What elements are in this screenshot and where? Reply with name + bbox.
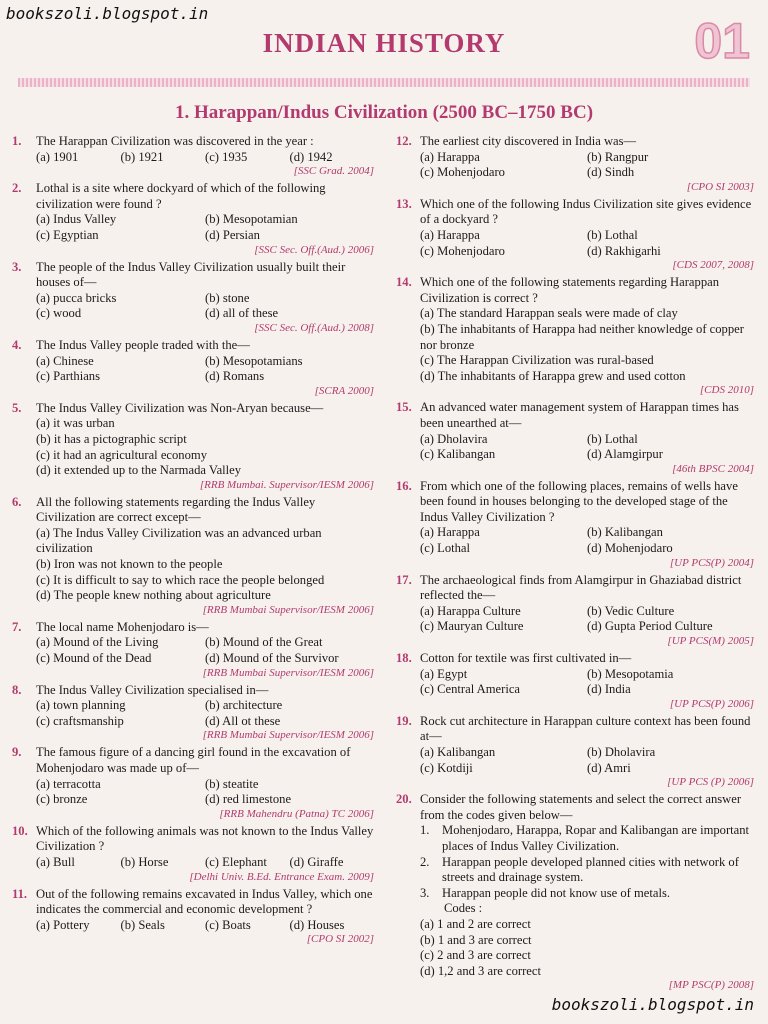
question-source: [CDS 2007, 2008]	[672, 259, 754, 272]
question-item	[396, 400, 754, 475]
option-row	[420, 525, 754, 541]
option: (a) town planning	[36, 698, 126, 713]
option: (c) Central America	[420, 682, 520, 697]
option-row	[36, 855, 374, 871]
question-line	[396, 479, 754, 526]
option: (a) 1 and 2 are correct	[420, 916, 531, 931]
question-source: [SSC Sec. Off.(Aud.) 2008]	[254, 321, 374, 334]
question-line	[396, 400, 754, 431]
options	[12, 918, 374, 934]
option: (d) Gupta Period Culture	[587, 619, 713, 634]
watermark-top: bookszoli.blogspot.in	[6, 4, 209, 23]
option: (a) Chinese	[36, 353, 94, 368]
question-source: [UP PCS(M) 2005]	[667, 635, 754, 648]
option: (a) terracotta	[36, 776, 101, 791]
question-source: [RRB Mumbai Supervisor/IESM 2006]	[202, 729, 374, 742]
option: (c) It is difficult to say to which race the people belonged	[36, 572, 325, 587]
option: (b) Iron was not known to the people	[36, 557, 223, 572]
question-text: The earliest city discovered in India was—	[420, 134, 637, 148]
option: (b) Seals	[120, 917, 165, 932]
option: (c) it had an agricultural economy	[36, 447, 207, 462]
question-line	[12, 887, 374, 918]
option: (a) The standard Harappan seals were made of clay	[420, 306, 678, 321]
question-source: [UP PCS (P) 2006]	[667, 776, 754, 789]
options	[396, 525, 754, 556]
question-number: 18.	[396, 651, 412, 666]
statement	[396, 886, 754, 902]
question-text: The people of the Indus Valley Civilization usually built their houses of—	[36, 259, 346, 290]
option: (d) Romans	[205, 369, 265, 384]
question-source: [CPO SI 2003]	[686, 180, 754, 193]
option: (d) red limestone	[205, 792, 292, 807]
question-number: 7.	[12, 619, 22, 634]
option: (d) Mound of the Survivor	[205, 651, 339, 666]
question-item	[12, 620, 374, 680]
statement-text: Harappan people did not know use of metals.	[442, 885, 671, 900]
option-row	[36, 369, 374, 385]
option-row	[420, 244, 754, 260]
option: (d) Giraffe	[289, 854, 344, 869]
option: (a) The Indus Valley Civilization was an advanced urban civilization	[36, 525, 322, 556]
chapter-number: 01	[694, 13, 750, 69]
option: (d) Houses	[289, 917, 345, 932]
question-item	[12, 338, 374, 398]
option: (a) Egypt	[420, 666, 468, 681]
option: (d) Amri	[587, 760, 631, 775]
question-text: Lothal is a site where dockyard of which of the following civilization were found ?	[36, 181, 326, 211]
question-source: [SSC Sec. Off.(Aud.) 2006]	[254, 243, 374, 256]
option: (d) it extended up to the Narmada Valley	[36, 463, 242, 478]
option: (a) Dholavira	[420, 431, 488, 446]
question-line	[396, 134, 754, 150]
statement	[396, 823, 754, 854]
option: (c) Boats	[205, 917, 251, 932]
question-item	[12, 495, 374, 617]
option: (b) Lothal	[587, 431, 638, 446]
question-number: 13.	[396, 196, 412, 211]
option: (a) Mound of the Living	[36, 635, 159, 650]
question-line	[12, 181, 374, 212]
question-text: Which one of the following Indus Civilization site gives evidence of a dockyard ?	[420, 196, 752, 227]
question-source: [RRB Mumbai Supervisor/IESM 2006]	[202, 666, 374, 679]
option: (d) Mohenjodaro	[587, 541, 673, 556]
question-source: [CDS 2010]	[699, 384, 754, 397]
option-row	[420, 761, 754, 777]
statement-number: 3.	[420, 885, 430, 900]
options	[12, 416, 374, 478]
chapter-title: INDIAN HISTORY	[262, 28, 506, 58]
option: (d) The people knew nothing about agriculture	[36, 588, 271, 603]
question-item	[12, 134, 374, 178]
option-row	[36, 306, 374, 322]
question-line	[12, 683, 374, 699]
options	[12, 855, 374, 871]
option: (a) Harappa	[420, 149, 480, 164]
question-source: [MP PSC(P) 2008]	[668, 979, 754, 992]
option: (b) Mesopotamia	[587, 666, 674, 681]
option: (d) 1942	[289, 149, 333, 164]
question-text: The Indus Valley people traded with the—	[36, 337, 250, 352]
options	[396, 604, 754, 635]
option-row	[420, 228, 754, 244]
question-number: 17.	[396, 572, 412, 587]
question-item	[396, 275, 754, 397]
options	[396, 432, 754, 463]
question-number: 14.	[396, 275, 412, 290]
options	[396, 150, 754, 181]
option-row	[420, 604, 754, 620]
option: (c) Mohenjodaro	[420, 243, 505, 258]
question-number: 2.	[12, 181, 22, 196]
question-item	[12, 887, 374, 947]
question-item	[396, 197, 754, 272]
option-row	[420, 541, 754, 557]
question-text: All the following statements regarding the Indus Valley Civilization are correct except—	[36, 494, 316, 525]
option-row	[36, 918, 374, 934]
statement-number: 2.	[420, 854, 430, 869]
question-item	[12, 401, 374, 492]
option: (c) Kalibangan	[420, 447, 496, 462]
option: (d) All ot these	[205, 713, 281, 728]
question-text: The famous figure of a dancing girl found in the excavation of Mohenjodaro was made up of—	[36, 745, 351, 775]
option: (b) steatite	[205, 776, 259, 791]
question-text: The Indus Valley Civilization was Non-Aryan because—	[36, 400, 324, 415]
option: (d) The inhabitants of Harappa grew and used cotton	[420, 368, 686, 383]
question-number: 20.	[396, 792, 412, 807]
option-row	[36, 150, 374, 166]
option: (a) Harappa	[420, 227, 480, 242]
statement-text: Harappan people developed planned cities with network of streets and drainage system.	[442, 854, 739, 885]
question-item	[396, 714, 754, 789]
options	[396, 306, 754, 384]
option: (b) 1 and 3 are correct	[420, 932, 532, 947]
question-number: 11.	[12, 886, 28, 901]
question-source: [RRB Mumbai Supervisor/IESM 2006]	[202, 603, 374, 616]
right-column	[396, 134, 754, 995]
option-row	[420, 165, 754, 181]
option: (a) pucca bricks	[36, 290, 117, 305]
question-source: [46th BPSC 2004]	[672, 462, 754, 475]
question-text: Consider the following statements and select the correct answer from the codes given below—	[420, 792, 742, 822]
option: (b) Mesopotamians	[205, 353, 303, 368]
option: (b) 1921	[120, 149, 164, 164]
options	[396, 228, 754, 259]
option: (c) Elephant	[205, 854, 267, 869]
question-text: The Harappan Civilization was discovered in the year :	[36, 134, 314, 148]
question-number: 4.	[12, 337, 22, 352]
option: (a) Kalibangan	[420, 745, 496, 759]
option: (b) Dholavira	[587, 745, 656, 759]
option-row	[420, 745, 754, 761]
options	[12, 698, 374, 729]
question-text: The Indus Valley Civilization specialised in—	[36, 682, 269, 697]
question-line	[12, 745, 374, 776]
question-item	[12, 745, 374, 820]
option: (a) Indus Valley	[36, 212, 117, 227]
statement-text: Mohenjodaro, Harappa, Ropar and Kalibangan are important places of Indus Valley Civilization.	[442, 823, 750, 853]
option-row	[36, 698, 374, 714]
question-text: The local name Mohenjodaro is—	[36, 619, 209, 634]
option: (d) 1,2 and 3 are correct	[420, 963, 541, 978]
option: (d) all of these	[205, 306, 279, 321]
question-line	[12, 401, 374, 417]
option: (b) Rangpur	[587, 149, 649, 164]
option-row	[420, 150, 754, 166]
option: (b) stone	[205, 290, 250, 305]
question-source: [SCRA 2000]	[314, 384, 374, 397]
question-item	[12, 260, 374, 335]
option: (b) Kalibangan	[587, 525, 663, 540]
option: (c) Mauryan Culture	[420, 619, 524, 634]
question-item	[396, 573, 754, 648]
question-text: Out of the following remains excavated in Indus Valley, which one indicates the commercial and economic development ?	[36, 886, 373, 917]
option: (d) Rakhigarhi	[587, 243, 661, 258]
options	[12, 526, 374, 604]
option: (b) Lothal	[587, 227, 638, 242]
option-row	[420, 619, 754, 635]
question-text: Cotton for textile was first cultivated in—	[420, 651, 632, 666]
question-line	[396, 651, 754, 667]
options	[12, 291, 374, 322]
option-row	[36, 212, 374, 228]
statement-number: 1.	[420, 823, 430, 838]
question-item	[396, 792, 754, 992]
question-number: 12.	[396, 134, 412, 148]
option: (c) Parthians	[36, 369, 100, 384]
option: (d) India	[587, 682, 631, 697]
question-line	[12, 495, 374, 526]
question-source: [SSC Grad. 2004]	[293, 165, 374, 178]
options	[396, 667, 754, 698]
option: (a) Bull	[36, 854, 75, 869]
options	[396, 917, 754, 979]
option: (c) Lothal	[420, 541, 470, 556]
option: (d) Alamgirpur	[587, 447, 663, 462]
question-number: 9.	[12, 745, 22, 760]
question-text: An advanced water management system of Harappan times has been unearthed at—	[420, 400, 739, 430]
option: (b) it has a pictographic script	[36, 431, 187, 446]
option-row	[36, 291, 374, 307]
option-row	[36, 651, 374, 667]
options	[396, 745, 754, 776]
section-title: 1. Harappan/Indus Civilization (2500 BC–1750 BC)	[174, 102, 594, 123]
question-source: [Delhi Univ. B.Ed. Entrance Exam. 2009]	[189, 870, 374, 883]
question-text: Which of the following animals was not known to the Indus Valley Civilization ?	[36, 823, 374, 854]
question-item	[12, 683, 374, 743]
options	[12, 635, 374, 666]
option: (c) craftsmanship	[36, 713, 124, 728]
question-line	[12, 134, 374, 150]
option: (b) The inhabitants of Harappa had neither knowledge of copper nor bronze	[420, 321, 744, 352]
decorative-band	[18, 78, 750, 87]
question-item	[12, 824, 374, 884]
question-line	[12, 260, 374, 291]
option-row	[36, 714, 374, 730]
option: (c) Mohenjodaro	[420, 165, 505, 180]
question-line	[12, 620, 374, 636]
option-row	[420, 682, 754, 698]
question-text: The archaeological finds from Alamgirpur in Ghaziabad district reflected the—	[420, 572, 742, 603]
option: (c) 1935	[205, 149, 248, 164]
question-number: 3.	[12, 259, 22, 274]
option: (c) wood	[36, 306, 82, 321]
question-source: [RRB Mumbai. Supervisor/IESM 2006]	[199, 478, 374, 491]
option: (c) Mound of the Dead	[36, 651, 152, 666]
option: (b) Mound of the Great	[205, 635, 323, 650]
option: (a) 1901	[36, 149, 79, 164]
options	[12, 212, 374, 243]
question-number: 10.	[12, 823, 28, 838]
option: (c) Egyptian	[36, 227, 99, 242]
question-text: From which one of the following places, remains of wells have been found in houses belonging to the developed stage of the Indus Valley Civilization ?	[420, 478, 738, 524]
option: (b) Vedic Culture	[587, 603, 675, 618]
option: (a) it was urban	[36, 416, 115, 431]
question-number: 1.	[12, 134, 22, 148]
question-line	[396, 792, 754, 823]
question-number: 16.	[396, 478, 412, 493]
question-text: Which one of the following statements regarding Harappan Civilization is correct ?	[420, 275, 720, 305]
question-number: 5.	[12, 400, 22, 415]
question-item	[396, 134, 754, 194]
options	[12, 777, 374, 808]
statement	[396, 855, 754, 886]
option-row	[420, 667, 754, 683]
option: (b) architecture	[205, 698, 283, 713]
left-column	[12, 134, 374, 949]
option-row	[36, 792, 374, 808]
option-row	[420, 447, 754, 463]
question-source: [UP PCS(P) 2004]	[669, 556, 754, 569]
option-row	[36, 354, 374, 370]
option: (b) Mesopotamian	[205, 212, 298, 227]
option: (c) The Harappan Civilization was rural-based	[420, 353, 654, 368]
question-source: [CPO SI 2002]	[306, 933, 374, 946]
question-line	[396, 197, 754, 228]
question-line	[396, 573, 754, 604]
option-row	[36, 635, 374, 651]
option: (c) 2 and 3 are correct	[420, 948, 531, 963]
question-line	[396, 714, 754, 745]
option: (a) Pottery	[36, 917, 90, 932]
question-item	[12, 181, 374, 256]
question-text: Rock cut architecture in Harappan culture context has been found at—	[420, 713, 751, 744]
option: (c) Kotdiji	[420, 760, 473, 775]
question-number: 6.	[12, 494, 22, 509]
codes-label: Codes :	[444, 901, 483, 916]
question-line	[396, 275, 754, 306]
question-source: [UP PCS(P) 2006]	[669, 697, 754, 710]
option: (c) bronze	[36, 792, 88, 807]
option-row	[36, 228, 374, 244]
question-item	[396, 479, 754, 570]
question-number: 15.	[396, 400, 412, 415]
option: (a) Harappa	[420, 525, 480, 540]
option: (b) Horse	[120, 854, 169, 869]
option-row	[420, 432, 754, 448]
question-number: 19.	[396, 713, 412, 728]
option: (d) Sindh	[587, 165, 635, 180]
option-row	[36, 777, 374, 793]
question-source: [RRB Mahendru (Patna) TC 2006]	[219, 807, 374, 820]
question-item	[396, 651, 754, 711]
question-line	[12, 338, 374, 354]
question-line	[12, 824, 374, 855]
options	[12, 150, 374, 166]
option: (a) Harappa Culture	[420, 603, 521, 618]
question-number: 8.	[12, 682, 22, 697]
options	[12, 354, 374, 385]
option: (d) Persian	[205, 227, 260, 242]
watermark-bottom: bookszoli.blogspot.in	[551, 995, 754, 1014]
